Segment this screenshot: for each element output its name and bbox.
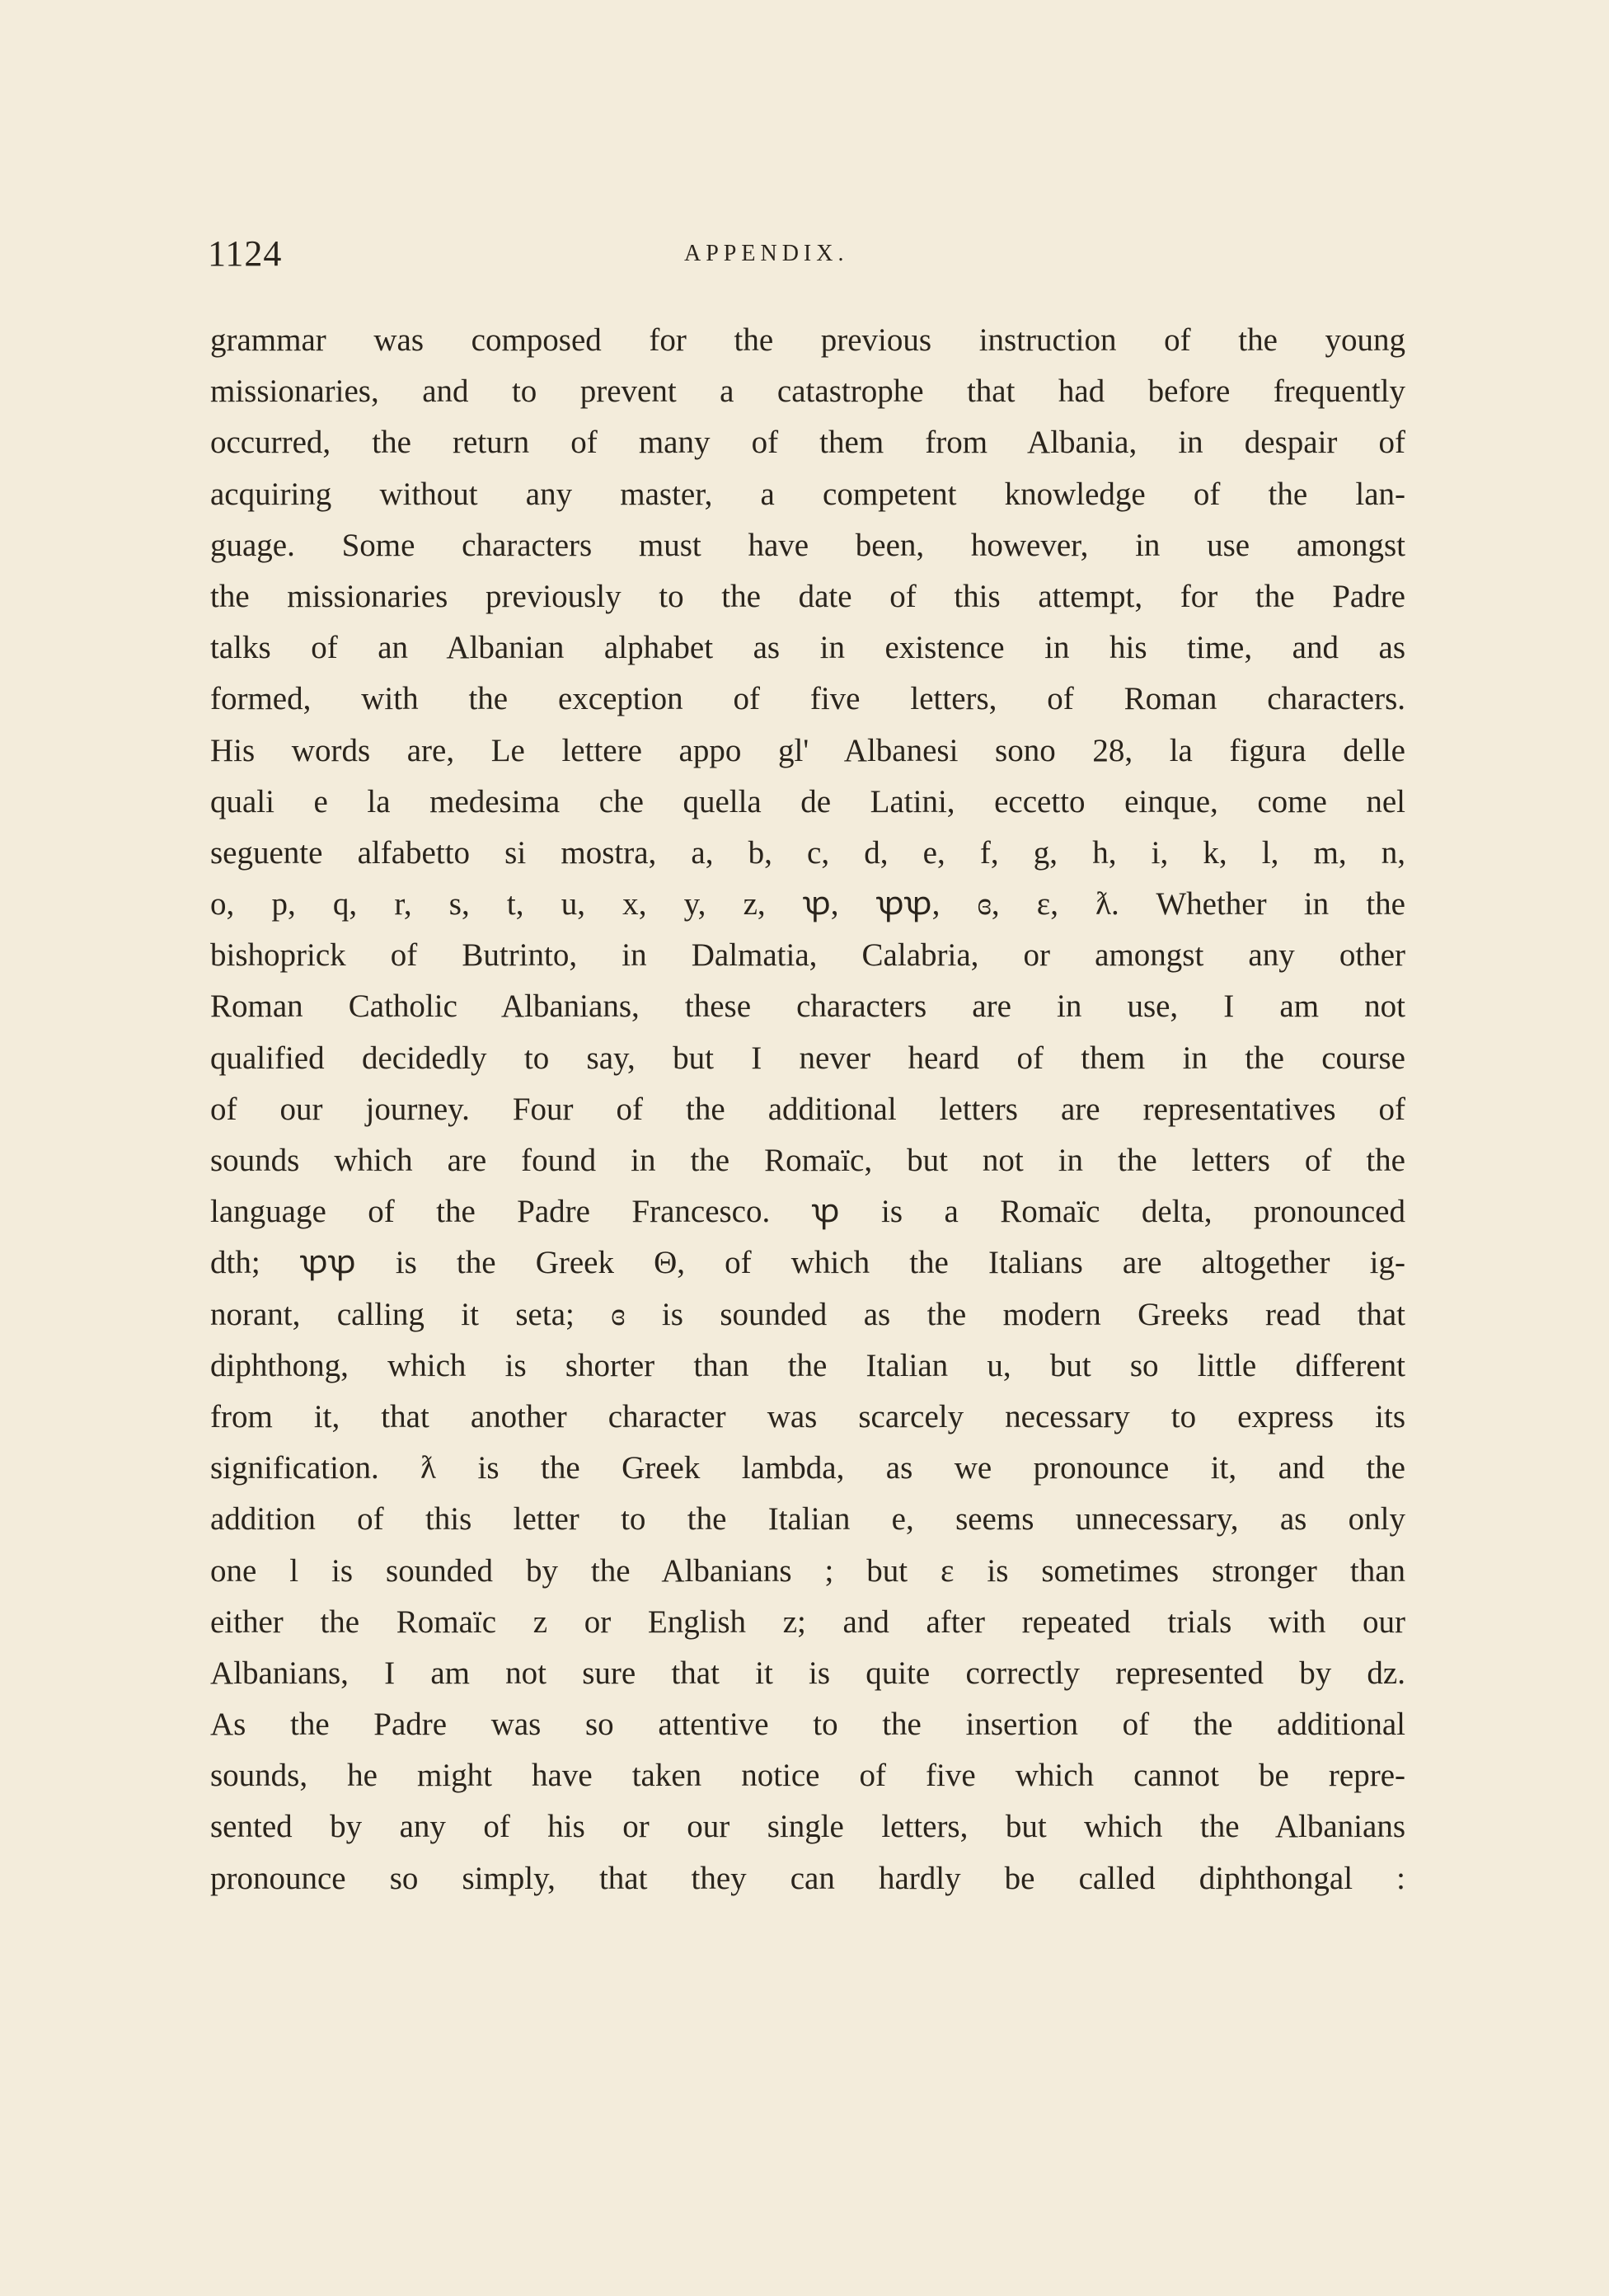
text-line: talks of an Albanian alphabet as in existence in his time, and as [210,630,1405,666]
text-line: quali e la medesima che quella de Latini, eccetto einque, come nel [210,783,1405,819]
text-line: signification. ƛ is the Greek lambda, as we pronounce it, and the [210,1450,1405,1486]
text-line: bishoprick of Butrinto, in Dalmatia, Calabria, or amongst any other [210,937,1405,974]
body-text [210,315,1405,1904]
text-line: pronounce so simply, that they can hardly be called diphthongal : [210,1860,1405,1896]
text-line: missionaries, and to prevent a catastrophe that had before frequently [210,373,1405,410]
text-line: diphthong, which is shorter than the Italian u, but so little different [210,1347,1405,1383]
text-line: sounds, he might have taken notice of five which cannot be repre- [210,1758,1405,1794]
text-line: sounds which are found in the Romaïc, but not in the letters of the [210,1143,1405,1178]
text-line: His words are, Le lettere appo gl' Albanesi sono 28, la figura delle [210,732,1405,768]
text-line: the missionaries previously to the date of this attempt, for the Padre [210,578,1405,614]
text-line: Roman Catholic Albanians, these characters are in use, I am not [210,988,1405,1025]
text-line: guage. Some characters must have been, however, in use amongst [210,527,1405,563]
text-line: of our journey. Four of the additional letters are representatives of [210,1091,1405,1127]
text-line: language of the Padre Francesco. ꝕ is a Romaïc delta, pronounced [210,1194,1405,1230]
text-line: one l is sounded by the Albanians ; but ɛ is sometimes stronger than [210,1552,1405,1589]
text-line: addition of this letter to the Italian e, seems unnecessary, as only [210,1501,1405,1538]
text-line: occurred, the return of many of them from Albania, in despair of [210,425,1405,461]
text-line: o, p, q, r, s, t, u, x, y, z, ꝕ, ꝕꝕ, ɞ, ɛ, ƛ. Whether in the [210,886,1405,923]
text-line: from it, that another character was scarcely necessary to express its [210,1398,1405,1434]
text-line: dth; ꝕꝕ is the Greek Θ, of which the Italians are altogether ig- [210,1245,1405,1281]
text-line: sented by any of his or our single letters, but which the Albanians [210,1809,1405,1845]
text-line: As the Padre was so attentive to the insertion of the additional [210,1707,1405,1743]
text-line: grammar was composed for the previous instruction of the young [210,322,1405,358]
page-header [208,229,1403,279]
text-line: norant, calling it seta; ɞ is sounded as the modern Greeks read that [210,1296,1405,1332]
text-line: qualified decidedly to say, but I never heard of them in the course [210,1040,1405,1076]
text-line: either the Romaïc z or English z; and after repeated trials with our [210,1603,1405,1640]
text-line: seguente alfabetto si mostra, a, b, c, d, e, f, g, h, i, k, l, m, n, [210,834,1405,871]
running-head: APPENDIX. [684,241,849,266]
text-line: acquiring without any master, a competent knowledge of the lan- [210,476,1405,512]
text-line: Albanians, I am not sure that it is quite correctly represented by dz. [210,1655,1405,1691]
page-number: 1124 [208,233,283,274]
text-line: formed, with the exception of five letters, of Roman characters. [210,681,1405,717]
